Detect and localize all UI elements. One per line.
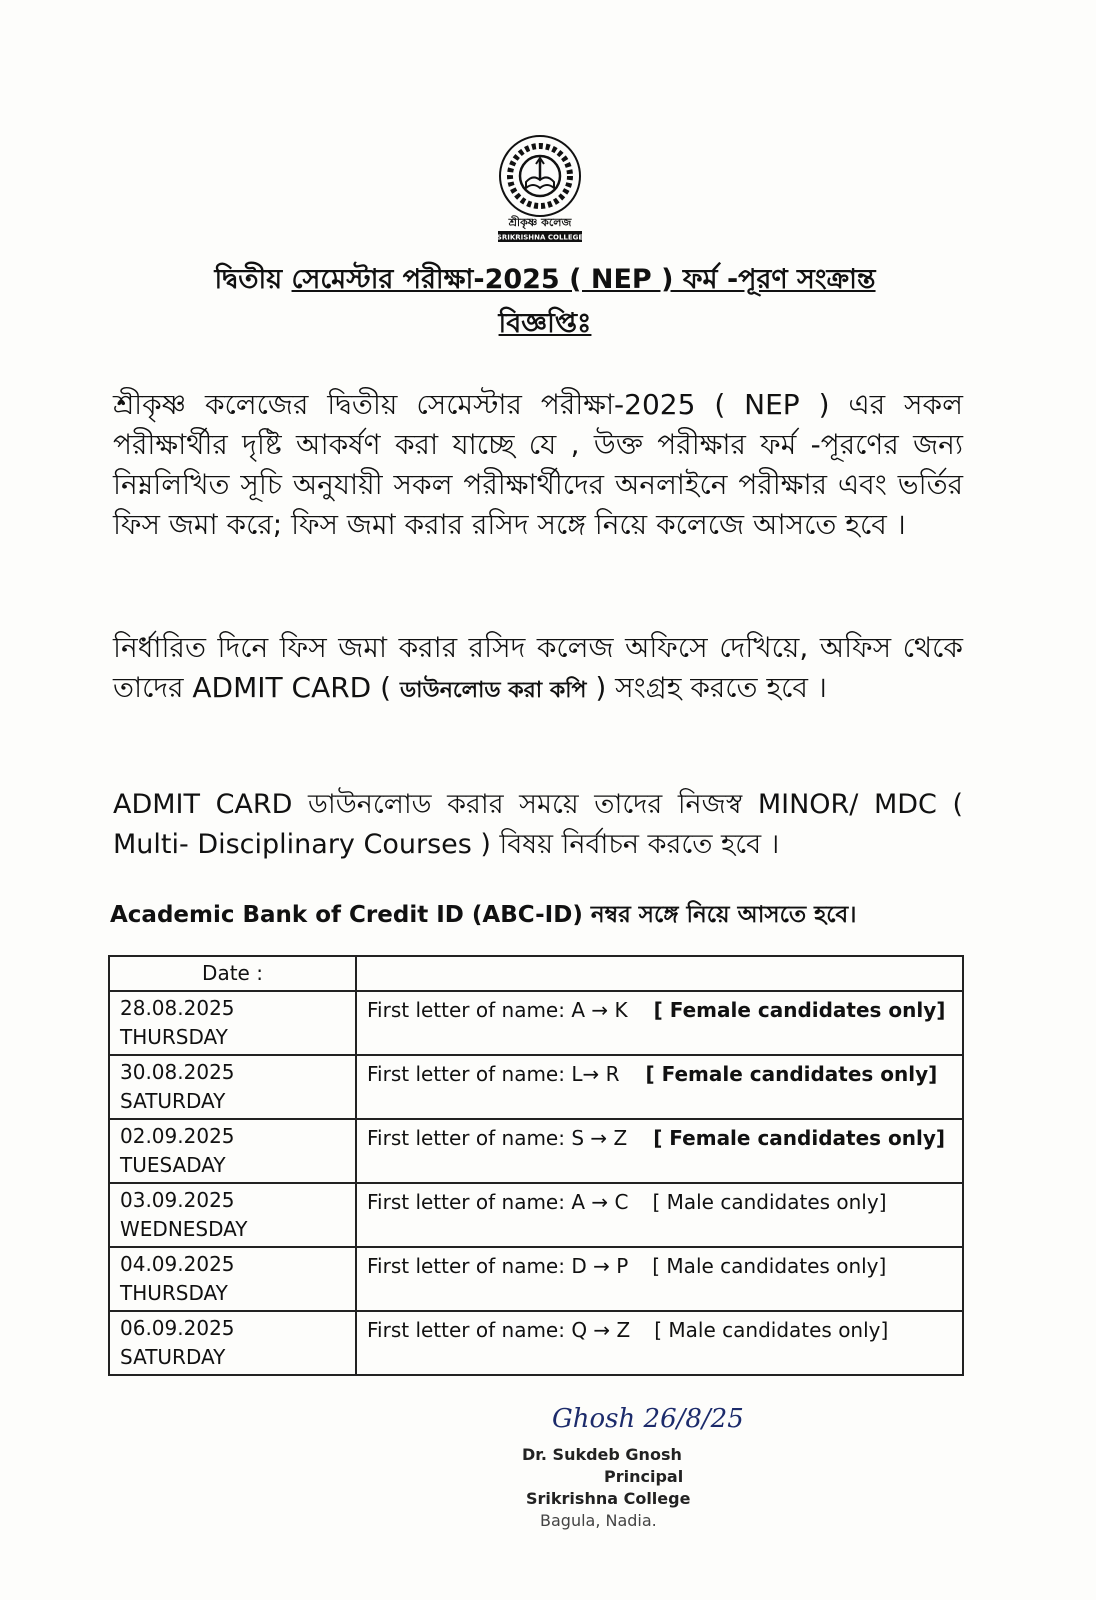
schedule-day: TUESADAY — [120, 1153, 226, 1177]
svg-text:শ্রীকৃষ্ণ কলেজ: শ্রীকৃষ্ণ কলেজ — [508, 216, 572, 229]
name-range-rule: First letter of name: Q → Z — [367, 1318, 631, 1342]
candidate-group: [ Male candidates only] — [652, 1190, 887, 1214]
schedule-date-cell — [109, 1247, 356, 1311]
title-part-1: দ্বিতীয় — [214, 264, 283, 295]
schedule-date: 02.09.2025 — [120, 1124, 235, 1148]
name-range-rule: First letter of name: A → K — [367, 998, 628, 1022]
name-range-rule: First letter of name: L→ R — [367, 1062, 620, 1086]
name-range-rule: First letter of name: S → Z — [367, 1126, 628, 1150]
paragraph-fee-submission: শ্রীকৃষ্ণ কলেজের দ্বিতীয় সেমেস্টার পরীক্ষা-2025 ( NEP ) এর সকল পরীক্ষার্থীর দৃষ্টি আকর্ষণ করা যাচ্ছে যে , উক্ত পরীক্ষার ফর্ম -পূরণের জন্য নিম্নলিখিত সূচি অনুযায়ী সকল পরীক্ষার্থীদের অনলাইনে পরীক্ষার এবং ভর্তির ফিস জমা করে; ফিস জমা করার রসিদ সঙ্গে নিয়ে কলেজে আসতে হবে । — [113, 388, 963, 541]
candidate-group: [ Female candidates only] — [653, 998, 946, 1022]
college-logo — [490, 128, 590, 248]
schedule-row — [109, 991, 963, 1055]
schedule-row — [109, 1247, 963, 1311]
notice-title — [120, 258, 970, 346]
schedule-day: SATURDAY — [120, 1089, 226, 1113]
candidate-group: [ Female candidates only] — [645, 1062, 938, 1086]
p2-text-c: ) সংগ্রহ করতে হবে । — [595, 671, 827, 704]
header-detail — [356, 956, 963, 991]
schedule-detail-cell — [356, 1247, 963, 1311]
schedule-date: 03.09.2025 — [120, 1188, 235, 1212]
schedule-detail-cell — [356, 1055, 963, 1119]
schedule-row — [109, 1119, 963, 1183]
schedule-date-cell — [109, 1183, 356, 1247]
schedule-day: WEDNESDAY — [120, 1217, 248, 1241]
schedule-detail-cell — [356, 1183, 963, 1247]
candidate-group: [ Male candidates only] — [652, 1254, 887, 1278]
college-emblem-icon — [490, 128, 590, 248]
abc-id-notice: Academic Bank of Credit ID (ABC-ID) নম্বর সঙ্গে নিয়ে আসতে হবে। — [110, 902, 857, 928]
schedule-date-cell — [109, 1055, 356, 1119]
candidate-group: [ Female candidates only] — [653, 1126, 946, 1150]
schedule-header-row — [109, 956, 963, 991]
schedule-day: THURSDAY — [120, 1025, 228, 1049]
signatory-designation: Principal — [604, 1467, 684, 1486]
schedule-date: 04.09.2025 — [120, 1252, 235, 1276]
svg-text:SRIKRISHNA COLLEGE: SRIKRISHNA COLLEGE — [496, 233, 584, 242]
header-date: Date : — [109, 956, 356, 991]
p2-text-downloaded-copy: ডাউনলোড করা কপি — [399, 678, 587, 703]
candidate-group: [ Male candidates only] — [654, 1318, 889, 1342]
schedule-row — [109, 1055, 963, 1119]
schedule-table — [108, 955, 964, 1376]
signatory-name: Dr. Sukdeb Gnosh — [522, 1445, 682, 1464]
schedule-day: SATURDAY — [120, 1345, 226, 1369]
schedule-date-cell — [109, 1119, 356, 1183]
schedule-date: 28.08.2025 — [120, 996, 235, 1020]
handwritten-signature: Ghosh 26/8/25 — [552, 1404, 744, 1434]
paragraph-minor-mdc: ADMIT CARD ডাউনলোড করার সময়ে তাদের নিজস্ব MINOR/ MDC ( Multi- Disciplinary Courses ) বিষয় নির্বাচন করতে হবে । — [113, 789, 963, 860]
name-range-rule: First letter of name: A → C — [367, 1190, 629, 1214]
title-part-2: সেমেস্টার পরীক্ষা-2025 ( NEP ) ফর্ম -পূরণ সংক্রান্ত — [291, 264, 876, 295]
schedule-detail-cell — [356, 1311, 963, 1375]
schedule-detail-cell — [356, 1119, 963, 1183]
schedule-row — [109, 1183, 963, 1247]
schedule-date: 06.09.2025 — [120, 1316, 235, 1340]
schedule-date-cell — [109, 991, 356, 1055]
schedule-day: THURSDAY — [120, 1281, 228, 1305]
signatory-college: Srikrishna College — [526, 1489, 691, 1508]
schedule-detail-cell — [356, 991, 963, 1055]
name-range-rule: First letter of name: D → P — [367, 1254, 629, 1278]
schedule-date-cell — [109, 1311, 356, 1375]
schedule-date: 30.08.2025 — [120, 1060, 235, 1084]
title-line-2: বিজ্ঞপ্তিঃ — [498, 308, 592, 339]
schedule-row — [109, 1311, 963, 1375]
p2-text-a: নির্ধারিত দিনে ফিস জমা করার রসিদ কলেজ অফিসে দেখিয়ে, অফিস থেকে তাদের ADMIT CARD ( — [113, 631, 963, 704]
signatory-place: Bagula, Nadia. — [540, 1511, 657, 1530]
paragraph-admit-card-collection — [113, 628, 963, 711]
